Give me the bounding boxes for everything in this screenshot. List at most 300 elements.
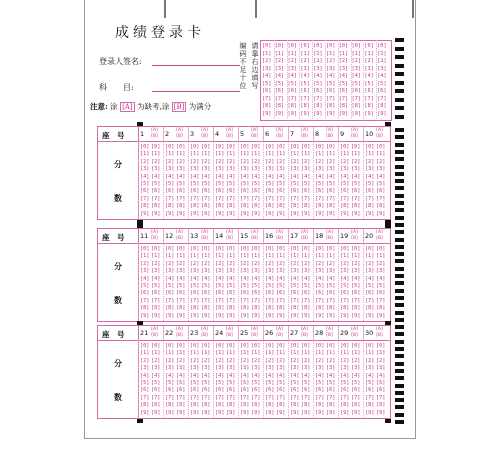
score-digit-bubble[interactable]: [8] bbox=[326, 402, 336, 409]
score-digit-bubble[interactable]: [2] bbox=[201, 357, 211, 364]
code-digit-bubble[interactable]: [0] bbox=[262, 43, 272, 49]
score-digit-bubble[interactable]: [1] bbox=[315, 350, 325, 357]
score-digit-bubble[interactable]: [2] bbox=[165, 260, 175, 267]
score-digit-bubble[interactable]: [2] bbox=[365, 357, 375, 364]
score-digit-bubble[interactable]: [2] bbox=[265, 260, 275, 267]
score-digit-bubble[interactable]: [9] bbox=[201, 210, 211, 217]
score-digit-bubble[interactable]: [1] bbox=[265, 151, 275, 158]
score-digit-bubble[interactable]: [2] bbox=[251, 357, 261, 364]
score-digit-bubble[interactable]: [6] bbox=[215, 188, 225, 195]
code-digit-bubble[interactable]: [3] bbox=[287, 65, 297, 72]
code-digit-bubble[interactable]: [4] bbox=[287, 73, 297, 79]
ab-mark[interactable]: [A] bbox=[226, 327, 233, 332]
score-digit-bubble[interactable]: [1] bbox=[351, 253, 361, 260]
score-digit-bubble[interactable]: [7] bbox=[190, 394, 200, 401]
ab-mark[interactable]: [A] bbox=[176, 230, 183, 235]
score-digit-bubble[interactable]: [0] bbox=[265, 246, 275, 252]
score-digit-bubble[interactable]: [2] bbox=[290, 260, 300, 267]
score-digit-bubble[interactable]: [6] bbox=[201, 290, 211, 297]
code-digit-bubble[interactable]: [4] bbox=[300, 73, 310, 79]
score-digit-bubble[interactable]: [7] bbox=[140, 297, 150, 304]
score-digit-bubble[interactable]: [3] bbox=[140, 166, 150, 173]
code-digit-bubble[interactable]: [3] bbox=[377, 65, 387, 72]
score-digit-bubble[interactable]: [7] bbox=[140, 195, 150, 202]
score-digit-bubble[interactable]: [7] bbox=[340, 394, 350, 401]
ab-mark[interactable]: [B] bbox=[376, 134, 383, 139]
score-digit-bubble[interactable]: [6] bbox=[351, 290, 361, 297]
score-digit-bubble[interactable]: [0] bbox=[326, 343, 336, 349]
score-digit-bubble[interactable]: [9] bbox=[151, 409, 161, 416]
score-digit-bubble[interactable]: [3] bbox=[251, 166, 261, 173]
score-digit-bubble[interactable]: [3] bbox=[151, 365, 161, 372]
score-digit-bubble[interactable]: [8] bbox=[215, 203, 225, 210]
score-digit-bubble[interactable]: [1] bbox=[240, 350, 250, 357]
code-digit-bubble[interactable]: [8] bbox=[313, 103, 323, 109]
ab-mark[interactable]: [B] bbox=[176, 333, 183, 338]
score-digit-bubble[interactable]: [2] bbox=[165, 357, 175, 364]
code-digit-bubble[interactable]: [0] bbox=[326, 43, 336, 49]
score-digit-bubble[interactable]: [1] bbox=[340, 151, 350, 158]
score-digit-bubble[interactable]: [3] bbox=[326, 166, 336, 173]
score-digit-bubble[interactable]: [4] bbox=[365, 372, 375, 379]
score-digit-bubble[interactable]: [4] bbox=[276, 275, 286, 282]
score-digit-bubble[interactable]: [5] bbox=[340, 181, 350, 187]
score-digit-bubble[interactable]: [1] bbox=[190, 151, 200, 158]
score-digit-bubble[interactable]: [0] bbox=[365, 343, 375, 349]
code-digit-bubble[interactable]: [8] bbox=[262, 103, 272, 109]
score-digit-bubble[interactable]: [7] bbox=[251, 297, 261, 304]
ab-mark[interactable]: [A] bbox=[276, 128, 283, 133]
score-digit-bubble[interactable]: [1] bbox=[176, 253, 186, 260]
score-digit-bubble[interactable]: [3] bbox=[376, 365, 386, 372]
score-digit-bubble[interactable]: [0] bbox=[165, 343, 175, 349]
score-digit-bubble[interactable]: [7] bbox=[215, 195, 225, 202]
score-digit-bubble[interactable]: [2] bbox=[176, 357, 186, 364]
score-digit-bubble[interactable]: [0] bbox=[376, 343, 386, 349]
score-digit-bubble[interactable]: [4] bbox=[176, 275, 186, 282]
score-digit-bubble[interactable]: [0] bbox=[340, 246, 350, 252]
score-digit-bubble[interactable]: [9] bbox=[326, 210, 336, 217]
score-digit-bubble[interactable]: [3] bbox=[201, 166, 211, 173]
score-digit-bubble[interactable]: [1] bbox=[315, 253, 325, 260]
score-digit-bubble[interactable]: [3] bbox=[340, 166, 350, 173]
score-digit-bubble[interactable]: [4] bbox=[265, 173, 275, 180]
score-digit-bubble[interactable]: [0] bbox=[240, 246, 250, 252]
code-digit-bubble[interactable]: [7] bbox=[300, 95, 310, 102]
score-digit-bubble[interactable]: [1] bbox=[376, 253, 386, 260]
score-digit-bubble[interactable]: [6] bbox=[340, 188, 350, 195]
code-digit-bubble[interactable]: [4] bbox=[274, 73, 285, 79]
score-digit-bubble[interactable]: [9] bbox=[251, 312, 261, 319]
score-digit-bubble[interactable]: [3] bbox=[226, 365, 236, 372]
code-digit-bubble[interactable]: [9] bbox=[313, 110, 323, 117]
score-digit-bubble[interactable]: [7] bbox=[251, 394, 261, 401]
score-digit-bubble[interactable]: [5] bbox=[276, 380, 286, 386]
score-digit-bubble[interactable]: [5] bbox=[351, 380, 361, 386]
score-digit-bubble[interactable]: [9] bbox=[301, 312, 311, 319]
code-digit-bubble[interactable]: [6] bbox=[351, 88, 361, 94]
score-digit-bubble[interactable]: [0] bbox=[315, 343, 325, 349]
score-digit-bubble[interactable]: [0] bbox=[351, 246, 361, 252]
score-digit-bubble[interactable]: [8] bbox=[365, 203, 375, 210]
code-digit-bubble[interactable]: [6] bbox=[287, 88, 297, 94]
score-digit-bubble[interactable]: [6] bbox=[176, 188, 186, 195]
score-digit-bubble[interactable]: [8] bbox=[265, 402, 275, 409]
ab-mark[interactable]: [A] bbox=[251, 327, 258, 332]
score-digit-bubble[interactable]: [0] bbox=[376, 246, 386, 252]
score-digit-bubble[interactable]: [1] bbox=[276, 253, 286, 260]
score-digit-bubble[interactable]: [9] bbox=[151, 210, 161, 217]
score-digit-bubble[interactable]: [5] bbox=[215, 181, 225, 187]
score-digit-bubble[interactable]: [6] bbox=[276, 290, 286, 297]
score-digit-bubble[interactable]: [5] bbox=[376, 283, 386, 289]
score-digit-bubble[interactable]: [8] bbox=[290, 305, 300, 312]
score-digit-bubble[interactable]: [4] bbox=[165, 173, 175, 180]
score-digit-bubble[interactable]: [4] bbox=[215, 275, 225, 282]
score-digit-bubble[interactable]: [6] bbox=[290, 290, 300, 297]
score-digit-bubble[interactable]: [1] bbox=[190, 253, 200, 260]
ab-mark[interactable]: [B] bbox=[151, 333, 158, 338]
score-digit-bubble[interactable]: [5] bbox=[340, 283, 350, 289]
score-digit-bubble[interactable]: [2] bbox=[301, 357, 311, 364]
score-digit-bubble[interactable]: [6] bbox=[201, 188, 211, 195]
ab-mark[interactable]: [B] bbox=[151, 134, 158, 139]
score-digit-bubble[interactable]: [1] bbox=[215, 350, 225, 357]
score-digit-bubble[interactable]: [9] bbox=[290, 210, 300, 217]
score-digit-bubble[interactable]: [7] bbox=[340, 195, 350, 202]
score-digit-bubble[interactable]: [1] bbox=[290, 253, 300, 260]
code-digit-bubble[interactable]: [9] bbox=[364, 110, 374, 117]
code-digit-bubble[interactable]: [7] bbox=[274, 95, 285, 102]
score-digit-bubble[interactable]: [8] bbox=[176, 402, 186, 409]
ab-mark[interactable]: [B] bbox=[301, 134, 308, 139]
ab-mark[interactable]: [A] bbox=[251, 230, 258, 235]
score-digit-bubble[interactable]: [6] bbox=[201, 387, 211, 394]
code-digit-bubble[interactable]: [7] bbox=[377, 95, 387, 102]
score-digit-bubble[interactable]: [2] bbox=[365, 260, 375, 267]
score-digit-bubble[interactable]: [2] bbox=[226, 158, 236, 165]
score-digit-bubble[interactable]: [6] bbox=[376, 387, 386, 394]
score-digit-bubble[interactable]: [9] bbox=[351, 409, 361, 416]
score-digit-bubble[interactable]: [4] bbox=[315, 372, 325, 379]
score-digit-bubble[interactable]: [6] bbox=[351, 387, 361, 394]
score-digit-bubble[interactable]: [4] bbox=[226, 173, 236, 180]
score-digit-bubble[interactable]: [3] bbox=[240, 365, 250, 372]
score-digit-bubble[interactable]: [1] bbox=[290, 350, 300, 357]
score-digit-bubble[interactable]: [3] bbox=[315, 268, 325, 275]
score-digit-bubble[interactable]: [9] bbox=[140, 409, 150, 416]
score-digit-bubble[interactable]: [3] bbox=[176, 166, 186, 173]
score-digit-bubble[interactable]: [9] bbox=[190, 312, 200, 319]
score-digit-bubble[interactable]: [8] bbox=[340, 402, 350, 409]
score-digit-bubble[interactable]: [2] bbox=[290, 357, 300, 364]
score-digit-bubble[interactable]: [0] bbox=[215, 144, 225, 150]
ab-mark[interactable]: [A] bbox=[176, 327, 183, 332]
score-digit-bubble[interactable]: [4] bbox=[240, 275, 250, 282]
score-digit-bubble[interactable]: [3] bbox=[251, 365, 261, 372]
score-digit-bubble[interactable]: [9] bbox=[215, 409, 225, 416]
score-digit-bubble[interactable]: [5] bbox=[326, 181, 336, 187]
code-digit-bubble[interactable]: [6] bbox=[377, 88, 387, 94]
score-digit-bubble[interactable]: [7] bbox=[265, 394, 275, 401]
score-digit-bubble[interactable]: [8] bbox=[201, 203, 211, 210]
score-digit-bubble[interactable]: [9] bbox=[140, 210, 150, 217]
code-digit-bubble[interactable]: [1] bbox=[313, 50, 323, 57]
code-digit-bubble[interactable]: [6] bbox=[262, 88, 272, 94]
score-digit-bubble[interactable]: [3] bbox=[290, 166, 300, 173]
code-digit-bubble[interactable]: [9] bbox=[287, 110, 297, 117]
score-digit-bubble[interactable]: [6] bbox=[301, 387, 311, 394]
score-digit-bubble[interactable]: [1] bbox=[151, 350, 161, 357]
score-digit-bubble[interactable]: [0] bbox=[265, 144, 275, 150]
score-digit-bubble[interactable]: [3] bbox=[240, 268, 250, 275]
score-digit-bubble[interactable]: [4] bbox=[326, 173, 336, 180]
score-digit-bubble[interactable]: [4] bbox=[326, 275, 336, 282]
code-digit-bubble[interactable]: [4] bbox=[364, 73, 374, 79]
score-digit-bubble[interactable]: [3] bbox=[351, 166, 361, 173]
score-digit-bubble[interactable]: [6] bbox=[326, 387, 336, 394]
code-digit-bubble[interactable]: [3] bbox=[351, 65, 361, 72]
code-digit-bubble[interactable]: [7] bbox=[351, 95, 361, 102]
code-digit-bubble[interactable]: [7] bbox=[262, 95, 272, 102]
score-digit-bubble[interactable]: [5] bbox=[140, 181, 150, 187]
score-digit-bubble[interactable]: [9] bbox=[140, 312, 150, 319]
score-digit-bubble[interactable]: [6] bbox=[140, 387, 150, 394]
code-digit-bubble[interactable]: [0] bbox=[313, 43, 323, 49]
score-digit-bubble[interactable]: [3] bbox=[326, 268, 336, 275]
score-digit-bubble[interactable]: [7] bbox=[176, 297, 186, 304]
score-digit-bubble[interactable]: [7] bbox=[151, 394, 161, 401]
score-digit-bubble[interactable]: [3] bbox=[301, 268, 311, 275]
score-digit-bubble[interactable]: [3] bbox=[276, 268, 286, 275]
score-digit-bubble[interactable]: [3] bbox=[176, 365, 186, 372]
score-digit-bubble[interactable]: [5] bbox=[315, 181, 325, 187]
score-digit-bubble[interactable]: [2] bbox=[340, 158, 350, 165]
score-digit-bubble[interactable]: [7] bbox=[365, 394, 375, 401]
score-digit-bubble[interactable]: [0] bbox=[276, 144, 286, 150]
score-digit-bubble[interactable]: [6] bbox=[215, 387, 225, 394]
score-digit-bubble[interactable]: [3] bbox=[201, 365, 211, 372]
score-digit-bubble[interactable]: [0] bbox=[301, 144, 311, 150]
score-digit-bubble[interactable]: [5] bbox=[201, 181, 211, 187]
score-digit-bubble[interactable]: [8] bbox=[265, 203, 275, 210]
code-digit-bubble[interactable]: [9] bbox=[300, 110, 310, 117]
score-digit-bubble[interactable]: [5] bbox=[265, 181, 275, 187]
score-digit-bubble[interactable]: [9] bbox=[215, 210, 225, 217]
score-digit-bubble[interactable]: [7] bbox=[215, 297, 225, 304]
score-digit-bubble[interactable]: [3] bbox=[176, 268, 186, 275]
ab-mark[interactable]: [A] bbox=[176, 128, 183, 133]
score-digit-bubble[interactable]: [2] bbox=[226, 260, 236, 267]
score-digit-bubble[interactable]: [3] bbox=[265, 268, 275, 275]
ab-mark[interactable]: [B] bbox=[201, 236, 208, 241]
score-digit-bubble[interactable]: [7] bbox=[315, 297, 325, 304]
code-digit-bubble[interactable]: [6] bbox=[326, 88, 336, 94]
score-digit-bubble[interactable]: [5] bbox=[276, 181, 286, 187]
score-digit-bubble[interactable]: [4] bbox=[165, 275, 175, 282]
score-digit-bubble[interactable]: [1] bbox=[240, 151, 250, 158]
code-digit-bubble[interactable]: [7] bbox=[326, 95, 336, 102]
score-digit-bubble[interactable]: [5] bbox=[315, 283, 325, 289]
score-digit-bubble[interactable]: [4] bbox=[201, 275, 211, 282]
ab-mark[interactable]: [A] bbox=[351, 230, 358, 235]
code-digit-bubble[interactable]: [6] bbox=[338, 88, 349, 94]
score-digit-bubble[interactable]: [1] bbox=[340, 350, 350, 357]
code-digit-bubble[interactable]: [8] bbox=[351, 103, 361, 109]
score-digit-bubble[interactable]: [1] bbox=[201, 253, 211, 260]
score-digit-bubble[interactable]: [5] bbox=[326, 380, 336, 386]
score-digit-bubble[interactable]: [0] bbox=[376, 144, 386, 150]
score-digit-bubble[interactable]: [3] bbox=[340, 365, 350, 372]
score-digit-bubble[interactable]: [4] bbox=[276, 173, 286, 180]
score-digit-bubble[interactable]: [2] bbox=[215, 260, 225, 267]
score-digit-bubble[interactable]: [2] bbox=[251, 158, 261, 165]
score-digit-bubble[interactable]: [6] bbox=[340, 387, 350, 394]
score-digit-bubble[interactable]: [2] bbox=[376, 158, 386, 165]
score-digit-bubble[interactable]: [3] bbox=[326, 365, 336, 372]
score-digit-bubble[interactable]: [4] bbox=[140, 372, 150, 379]
code-digit-bubble[interactable]: [2] bbox=[326, 58, 336, 64]
code-digit-bubble[interactable]: [7] bbox=[338, 95, 349, 102]
score-digit-bubble[interactable]: [6] bbox=[365, 188, 375, 195]
code-digit-bubble[interactable]: [1] bbox=[364, 50, 374, 57]
score-digit-bubble[interactable]: [7] bbox=[276, 394, 286, 401]
score-digit-bubble[interactable]: [6] bbox=[190, 387, 200, 394]
score-digit-bubble[interactable]: [9] bbox=[201, 312, 211, 319]
score-digit-bubble[interactable]: [0] bbox=[190, 343, 200, 349]
score-digit-bubble[interactable]: [5] bbox=[340, 380, 350, 386]
code-digit-bubble[interactable]: [6] bbox=[274, 88, 285, 94]
ab-mark[interactable]: [B] bbox=[201, 333, 208, 338]
score-digit-bubble[interactable]: [8] bbox=[376, 305, 386, 312]
code-digit-bubble[interactable]: [9] bbox=[274, 110, 285, 117]
score-digit-bubble[interactable]: [3] bbox=[315, 166, 325, 173]
score-digit-bubble[interactable]: [6] bbox=[251, 188, 261, 195]
score-digit-bubble[interactable]: [2] bbox=[276, 357, 286, 364]
score-digit-bubble[interactable]: [8] bbox=[276, 203, 286, 210]
score-digit-bubble[interactable]: [0] bbox=[165, 246, 175, 252]
score-digit-bubble[interactable]: [8] bbox=[165, 203, 175, 210]
code-digit-bubble[interactable]: [2] bbox=[338, 58, 349, 64]
score-digit-bubble[interactable]: [5] bbox=[351, 181, 361, 187]
ab-mark[interactable]: [B] bbox=[351, 134, 358, 139]
score-digit-bubble[interactable]: [7] bbox=[240, 394, 250, 401]
score-digit-bubble[interactable]: [4] bbox=[290, 173, 300, 180]
score-digit-bubble[interactable]: [1] bbox=[151, 151, 161, 158]
score-digit-bubble[interactable]: [9] bbox=[340, 210, 350, 217]
score-digit-bubble[interactable]: [0] bbox=[326, 144, 336, 150]
score-digit-bubble[interactable]: [3] bbox=[251, 268, 261, 275]
code-digit-bubble[interactable]: [8] bbox=[300, 103, 310, 109]
score-digit-bubble[interactable]: [5] bbox=[165, 181, 175, 187]
score-digit-bubble[interactable]: [8] bbox=[240, 203, 250, 210]
score-digit-bubble[interactable]: [3] bbox=[151, 166, 161, 173]
score-digit-bubble[interactable]: [9] bbox=[251, 210, 261, 217]
score-digit-bubble[interactable]: [0] bbox=[251, 246, 261, 252]
score-digit-bubble[interactable]: [4] bbox=[151, 275, 161, 282]
score-digit-bubble[interactable]: [2] bbox=[351, 357, 361, 364]
score-digit-bubble[interactable]: [3] bbox=[276, 166, 286, 173]
score-digit-bubble[interactable]: [8] bbox=[165, 305, 175, 312]
score-digit-bubble[interactable]: [6] bbox=[365, 290, 375, 297]
score-digit-bubble[interactable]: [4] bbox=[265, 275, 275, 282]
score-digit-bubble[interactable]: [2] bbox=[340, 357, 350, 364]
score-digit-bubble[interactable]: [5] bbox=[165, 283, 175, 289]
code-digit-bubble[interactable]: [1] bbox=[326, 50, 336, 57]
score-digit-bubble[interactable]: [0] bbox=[226, 343, 236, 349]
score-digit-bubble[interactable]: [1] bbox=[301, 253, 311, 260]
score-digit-bubble[interactable]: [0] bbox=[301, 343, 311, 349]
score-digit-bubble[interactable]: [7] bbox=[276, 195, 286, 202]
score-digit-bubble[interactable]: [3] bbox=[365, 365, 375, 372]
score-digit-bubble[interactable]: [1] bbox=[315, 151, 325, 158]
score-digit-bubble[interactable]: [6] bbox=[376, 290, 386, 297]
score-digit-bubble[interactable]: [8] bbox=[251, 203, 261, 210]
score-digit-bubble[interactable]: [5] bbox=[276, 283, 286, 289]
score-digit-bubble[interactable]: [4] bbox=[340, 173, 350, 180]
score-digit-bubble[interactable]: [7] bbox=[165, 195, 175, 202]
code-digit-bubble[interactable]: [7] bbox=[364, 95, 374, 102]
score-digit-bubble[interactable]: [9] bbox=[226, 210, 236, 217]
score-digit-bubble[interactable]: [7] bbox=[240, 195, 250, 202]
ab-mark[interactable]: [A] bbox=[201, 128, 208, 133]
score-digit-bubble[interactable]: [4] bbox=[226, 275, 236, 282]
score-digit-bubble[interactable]: [8] bbox=[201, 305, 211, 312]
score-digit-bubble[interactable]: [9] bbox=[190, 409, 200, 416]
score-digit-bubble[interactable]: [0] bbox=[226, 246, 236, 252]
score-digit-bubble[interactable]: [5] bbox=[351, 283, 361, 289]
score-digit-bubble[interactable]: [8] bbox=[326, 305, 336, 312]
score-digit-bubble[interactable]: [7] bbox=[365, 195, 375, 202]
score-digit-bubble[interactable]: [9] bbox=[276, 409, 286, 416]
code-digit-bubble[interactable]: [5] bbox=[338, 80, 349, 87]
score-digit-bubble[interactable]: [4] bbox=[201, 372, 211, 379]
score-digit-bubble[interactable]: [8] bbox=[251, 305, 261, 312]
score-digit-bubble[interactable]: [9] bbox=[226, 312, 236, 319]
score-digit-bubble[interactable]: [9] bbox=[315, 409, 325, 416]
score-digit-bubble[interactable]: [7] bbox=[290, 195, 300, 202]
score-digit-bubble[interactable]: [7] bbox=[326, 195, 336, 202]
ab-mark[interactable]: [B] bbox=[251, 236, 258, 241]
score-digit-bubble[interactable]: [0] bbox=[201, 343, 211, 349]
score-digit-bubble[interactable]: [1] bbox=[326, 253, 336, 260]
score-digit-bubble[interactable]: [7] bbox=[301, 297, 311, 304]
score-digit-bubble[interactable]: [6] bbox=[301, 290, 311, 297]
ab-mark[interactable]: [B] bbox=[226, 333, 233, 338]
score-digit-bubble[interactable]: [9] bbox=[351, 210, 361, 217]
score-digit-bubble[interactable]: [4] bbox=[376, 372, 386, 379]
score-digit-bubble[interactable]: [7] bbox=[140, 394, 150, 401]
score-digit-bubble[interactable]: [6] bbox=[190, 188, 200, 195]
code-digit-bubble[interactable]: [6] bbox=[364, 88, 374, 94]
score-digit-bubble[interactable]: [0] bbox=[365, 246, 375, 252]
score-digit-bubble[interactable]: [5] bbox=[201, 380, 211, 386]
score-digit-bubble[interactable]: [4] bbox=[301, 372, 311, 379]
score-digit-bubble[interactable]: [9] bbox=[365, 210, 375, 217]
ab-mark[interactable]: [B] bbox=[251, 333, 258, 338]
score-digit-bubble[interactable]: [4] bbox=[290, 372, 300, 379]
score-digit-bubble[interactable]: [6] bbox=[376, 188, 386, 195]
score-digit-bubble[interactable]: [7] bbox=[226, 394, 236, 401]
score-digit-bubble[interactable]: [2] bbox=[376, 357, 386, 364]
score-digit-bubble[interactable]: [1] bbox=[165, 253, 175, 260]
score-digit-bubble[interactable]: [5] bbox=[290, 380, 300, 386]
score-digit-bubble[interactable]: [9] bbox=[376, 409, 386, 416]
score-digit-bubble[interactable]: [0] bbox=[276, 246, 286, 252]
score-digit-bubble[interactable]: [9] bbox=[290, 409, 300, 416]
score-digit-bubble[interactable]: [0] bbox=[165, 144, 175, 150]
code-digit-bubble[interactable]: [7] bbox=[287, 95, 297, 102]
